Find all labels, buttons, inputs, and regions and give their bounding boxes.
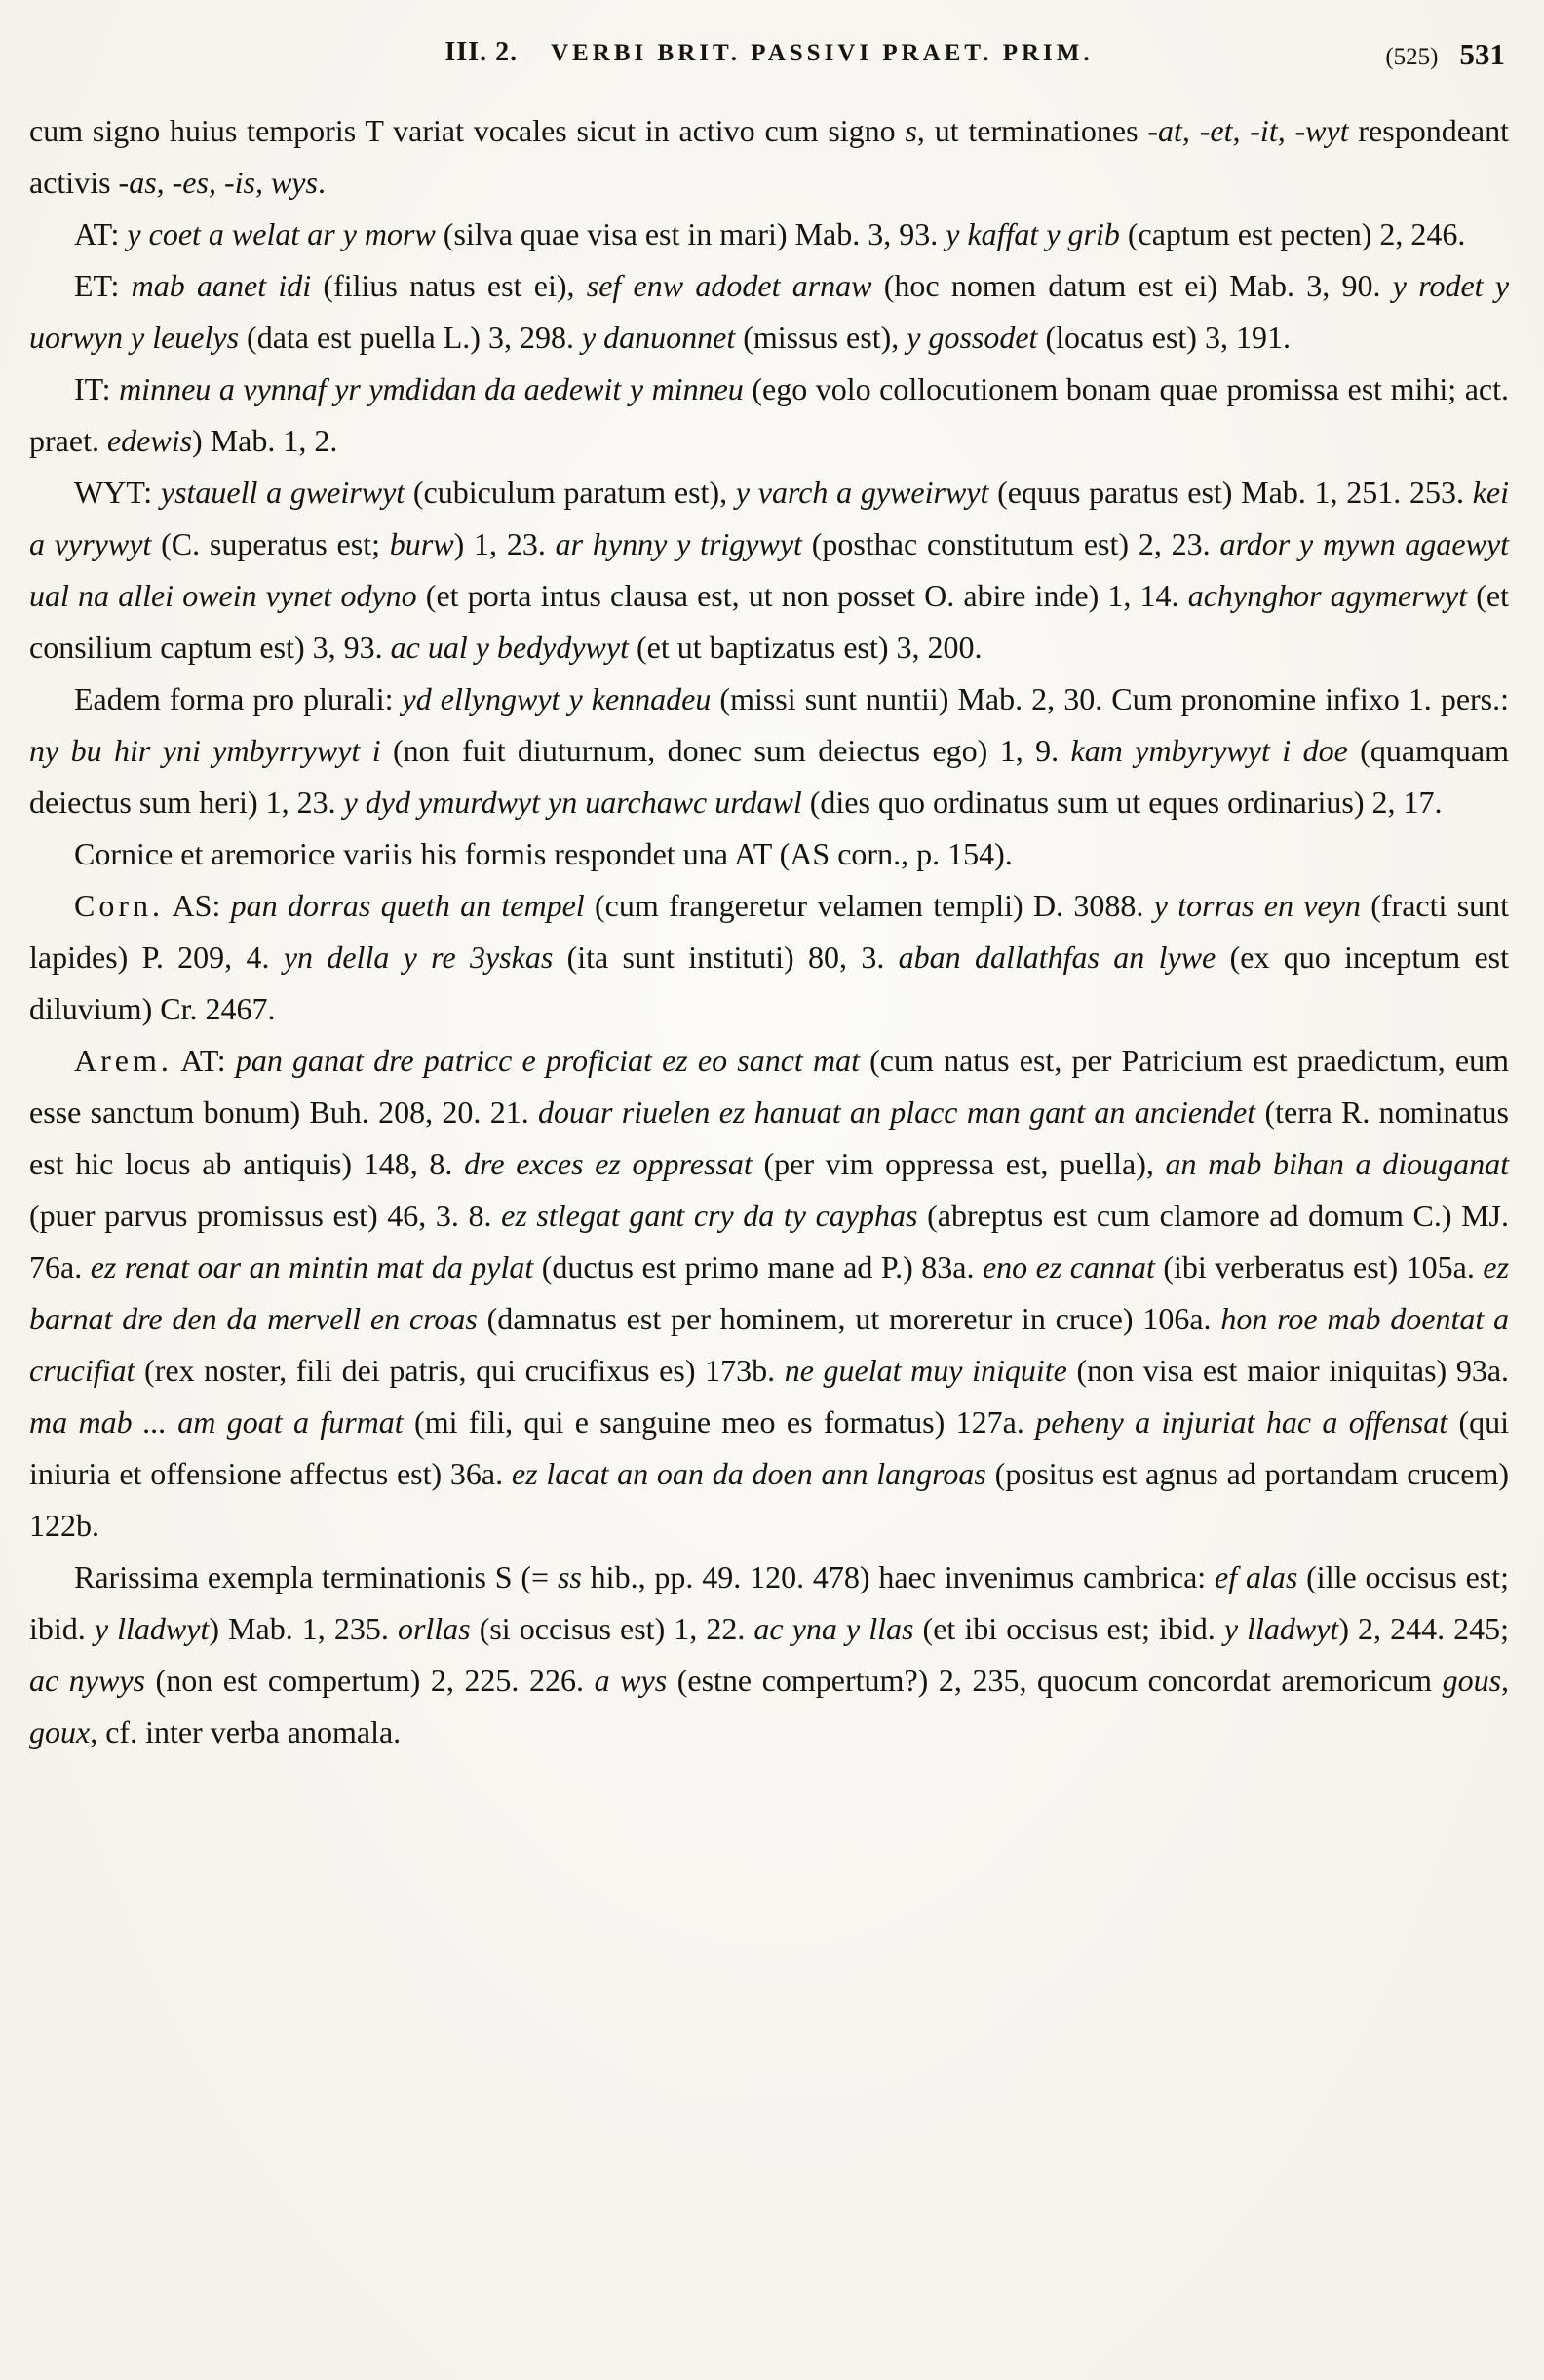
celtic-phrase: ac nywys bbox=[29, 1663, 145, 1698]
celtic-phrase: orllas bbox=[397, 1611, 471, 1646]
celtic-phrase: yd ellyngwyt y kennadeu bbox=[402, 681, 712, 716]
celtic-phrase: ez barnat dre den da mervell en croas bbox=[29, 1249, 1510, 1336]
celtic-phrase: y torras en veyn bbox=[1153, 888, 1361, 923]
celtic-phrase: dre exces ez oppressat bbox=[464, 1146, 753, 1181]
text-run: ) 1, 23. bbox=[453, 526, 556, 561]
text-run: AS: bbox=[164, 888, 231, 923]
celtic-phrase: y dyd ymurdwyt yn uarchawc urdawl bbox=[343, 785, 802, 820]
text-run: (fracti sunt lapides) P. 209, 4. bbox=[29, 888, 1510, 975]
text-run: (qui iniuria et offensione affectus est) 36a. bbox=[29, 1404, 1510, 1491]
text-run: (non est compertum) 2, 225. 226. bbox=[144, 1663, 595, 1698]
celtic-phrase: douar riuelen ez hanuat an placc man gant an anciendet bbox=[538, 1094, 1256, 1130]
celtic-phrase: pan dorras queth an tempel bbox=[230, 888, 585, 923]
text-run: . bbox=[317, 165, 326, 200]
celtic-phrase: gous, goux bbox=[29, 1663, 1510, 1749]
celtic-phrase: ne guelat muy iniquite bbox=[784, 1353, 1067, 1388]
celtic-phrase: ez lacat an oan da doen ann langroas bbox=[511, 1456, 986, 1491]
paragraph-it bbox=[29, 364, 1509, 467]
text-run: (ego volo collocutionem bonam quae promissa est mihi; act. praet. bbox=[29, 371, 1510, 458]
text-run: , cf. inter verba anomala. bbox=[90, 1714, 402, 1749]
text-run: ) Mab. 1, 2. bbox=[192, 423, 338, 458]
celtic-phrase: aban dallathfas an lywe bbox=[898, 940, 1216, 975]
text-run: (ex quo inceptum est diluvium) Cr. 2467. bbox=[29, 940, 1510, 1026]
celtic-phrase: a wys bbox=[594, 1663, 668, 1698]
text-run: (terra R. nominatus est hic locus ab antiquis) 148, 8. bbox=[29, 1094, 1510, 1181]
text-run: (et consilium captum est) 3, 93. bbox=[29, 578, 1510, 665]
text-run: hib., pp. 49. 120. 478) haec invenimus cambrica: bbox=[581, 1559, 1216, 1594]
celtic-phrase: kei a vyrywyt bbox=[29, 475, 1510, 561]
text-run: ) 2, 244. 245; bbox=[1338, 1611, 1510, 1646]
text-run: (et porta intus clausa est, ut non posset O. abire inde) 1, 14. bbox=[416, 578, 1188, 613]
celtic-phrase: -at, -et, -it, -wyt bbox=[1147, 113, 1349, 148]
text-run: (locatus est) 3, 191. bbox=[1037, 320, 1291, 355]
text-run: (et ibi occisus est; ibid. bbox=[913, 1611, 1224, 1646]
text-run: (ductus est primo mane ad P.) 83a. bbox=[533, 1249, 983, 1285]
text-run: cum signo huius temporis T variat vocales sicut in activo cum signo bbox=[29, 113, 906, 148]
text-run: (ille occisus est; ibid. bbox=[29, 1559, 1510, 1646]
celtic-phrase: ardor y mywn agaewyt ual na allei owein vynet odyno bbox=[29, 526, 1510, 613]
text-run: , ut terminationes bbox=[916, 113, 1148, 148]
text-run: ET: bbox=[74, 268, 132, 303]
chapter-number: III. 2. bbox=[444, 37, 519, 67]
text-run: (captum est pecten) 2, 246. bbox=[1119, 216, 1466, 251]
celtic-phrase: y coet a welat ar y morw bbox=[127, 216, 436, 251]
celtic-phrase: y kaffat y grib bbox=[946, 216, 1120, 251]
paragraph-corn-as bbox=[29, 880, 1509, 1035]
celtic-phrase: y gossodet bbox=[907, 320, 1038, 355]
text-run: (mi fili, qui e sanguine meo es formatus) 127a. bbox=[403, 1404, 1036, 1440]
celtic-phrase: pan ganat dre patricc e proficiat ez eo sanct mat bbox=[235, 1043, 860, 1078]
text-run: Cornice et aremorice variis his formis respondet una AT (AS corn., p. 154). bbox=[74, 836, 1013, 871]
text-run: (non fuit diuturnum, donec sum deiectus ego) 1, 9. bbox=[380, 733, 1071, 768]
text-run: IT: bbox=[74, 371, 120, 406]
original-page-ref: (525) bbox=[1385, 44, 1439, 70]
text-run: (posthac constitutum est) 2, 23. bbox=[801, 526, 1220, 561]
text-run: AT: bbox=[74, 216, 128, 251]
celtic-phrase: minneu a vynnaf yr ymdidan da aedewit y minneu bbox=[119, 371, 744, 406]
text-run: (estne compertum?) 2, 235, quocum concordat aremoricum bbox=[667, 1663, 1443, 1698]
text-run: (non visa est maior iniquitas) 93a. bbox=[1066, 1353, 1510, 1388]
text-run: (hoc nomen datum est ei) Mab. 3, 90. bbox=[871, 268, 1393, 303]
celtic-phrase: ez renat oar an mintin mat da pylat bbox=[90, 1249, 534, 1285]
celtic-phrase: an mab bihan a diouganat bbox=[1165, 1146, 1510, 1181]
celtic-phrase: hon roe mab doentat a crucifiat bbox=[29, 1301, 1510, 1388]
celtic-phrase: ystauell a gweirwyt bbox=[160, 475, 405, 510]
celtic-phrase: kam ymbyrywyt i doe bbox=[1070, 733, 1348, 768]
text-run: WYT: bbox=[74, 475, 161, 510]
celtic-phrase: peheny a injuriat hac a offensat bbox=[1035, 1404, 1448, 1440]
celtic-phrase: s bbox=[905, 113, 917, 148]
text-run: Eadem forma pro plurali: bbox=[74, 681, 403, 716]
text-run: Rarissima exempla terminationis S (= bbox=[74, 1559, 558, 1594]
celtic-phrase: ma mab ... am goat a furmat bbox=[29, 1404, 404, 1440]
text-run: (per vim oppressa est, puella), bbox=[752, 1146, 1166, 1181]
text-run: (si occisus est) 1, 22. bbox=[470, 1611, 754, 1646]
celtic-phrase: achynghor agymerwyt bbox=[1187, 578, 1468, 613]
celtic-phrase: ac ual y bedydywyt bbox=[390, 630, 629, 665]
celtic-phrase: sef enw adodet arnaw bbox=[586, 268, 872, 303]
celtic-phrase: ar hynny y trigywyt bbox=[555, 526, 802, 561]
text-run: (rex noster, fili dei patris, qui crucifixus es) 173b. bbox=[135, 1353, 785, 1388]
running-head bbox=[29, 37, 1509, 82]
paragraph-intro bbox=[29, 105, 1509, 209]
celtic-phrase: edewis bbox=[106, 423, 193, 458]
celtic-phrase: ny bu hir yni ymbyrrywyt i bbox=[29, 733, 381, 768]
celtic-phrase: yn della y re 3yskas bbox=[283, 940, 554, 975]
text-run: (missus est), bbox=[735, 320, 907, 355]
text-run: (silva quae visa est in mari) Mab. 3, 93. bbox=[435, 216, 946, 251]
celtic-phrase: y varch a gyweirwyt bbox=[735, 475, 989, 510]
text-run: ) Mab. 1, 235. bbox=[209, 1611, 398, 1646]
celtic-phrase: y lladwyt bbox=[1223, 1611, 1339, 1646]
paragraph-cornice bbox=[29, 828, 1509, 880]
running-head-center bbox=[444, 37, 1093, 68]
text-run: (cum frangeretur velamen templi) D. 3088. bbox=[584, 888, 1154, 923]
text-run: (ita sunt instituti) 80, 3. bbox=[553, 940, 899, 975]
text-run: (C. superatus est; bbox=[151, 526, 390, 561]
text-run: (abreptus est cum clamore ad domum C.) MJ. 76a. bbox=[29, 1198, 1510, 1285]
celtic-phrase: ac yna y llas bbox=[753, 1611, 914, 1646]
paragraph-rarissima bbox=[29, 1552, 1509, 1758]
text-run: (filius natus est ei), bbox=[311, 268, 587, 303]
celtic-phrase: y rodet y uorwyn y leuelys bbox=[29, 268, 1510, 355]
celtic-phrase: ez stlegat gant cry da ty cayphas bbox=[501, 1198, 918, 1233]
celtic-phrase: eno ez cannat bbox=[982, 1249, 1155, 1285]
paragraph-arem-at bbox=[29, 1035, 1509, 1552]
paragraph-plural bbox=[29, 673, 1509, 828]
text-run: (ibi verberatus est) 105a. bbox=[1154, 1249, 1484, 1285]
text-run: (equus paratus est) Mab. 1, 251. 253. bbox=[988, 475, 1473, 510]
text-run: respondeant activis bbox=[29, 113, 1509, 200]
page-number: 531 bbox=[1459, 37, 1505, 71]
celtic-phrase: -as, -es, -is, wys bbox=[118, 165, 318, 200]
text-run: (missi sunt nuntii) Mab. 2, 30. Cum pronomine infixo 1. pers.: bbox=[711, 681, 1510, 716]
text-run: (et ut baptizatus est) 3, 200. bbox=[628, 630, 983, 665]
text-run: (damnatus est per hominem, ut moreretur in cruce) 106a. bbox=[477, 1301, 1221, 1336]
text-run: (quamquam deiectus sum heri) 1, 23. bbox=[29, 733, 1510, 820]
celtic-phrase: ef alas bbox=[1215, 1559, 1298, 1594]
celtic-phrase: y lladwyt bbox=[94, 1611, 210, 1646]
text-block bbox=[29, 105, 1509, 1758]
paragraph-et bbox=[29, 260, 1509, 364]
celtic-phrase: burw bbox=[389, 526, 454, 561]
celtic-phrase: y danuonnet bbox=[581, 320, 736, 355]
paragraph-at bbox=[29, 209, 1509, 260]
text-run: (puer parvus promissus est) 46, 3. 8. bbox=[29, 1198, 502, 1233]
celtic-phrase: mab aanet idi bbox=[131, 268, 312, 303]
text-run: Corn. bbox=[74, 888, 164, 923]
celtic-phrase: ss bbox=[557, 1559, 582, 1594]
text-run: (cum natus est, per Patricium est praedictum, eum esse sanctum bonum) Buh. 208, 20. 21. bbox=[29, 1043, 1510, 1130]
running-title: VERBI BRIT. PASSIVI PRAET. PRIM. bbox=[551, 40, 1094, 66]
text-run: (data est puella L.) 3, 298. bbox=[239, 320, 582, 355]
text-run: (cubiculum paratum est), bbox=[405, 475, 736, 510]
paragraph-wyt bbox=[29, 467, 1509, 673]
running-head-right bbox=[1385, 37, 1505, 72]
text-run: Arem. bbox=[74, 1043, 173, 1078]
text-run: AT: bbox=[172, 1043, 236, 1078]
text-run: (positus est agnus ad portandam crucem) 122b. bbox=[29, 1456, 1510, 1543]
text-run: (dies quo ordinatus sum ut eques ordinarius) 2, 17. bbox=[801, 785, 1443, 820]
